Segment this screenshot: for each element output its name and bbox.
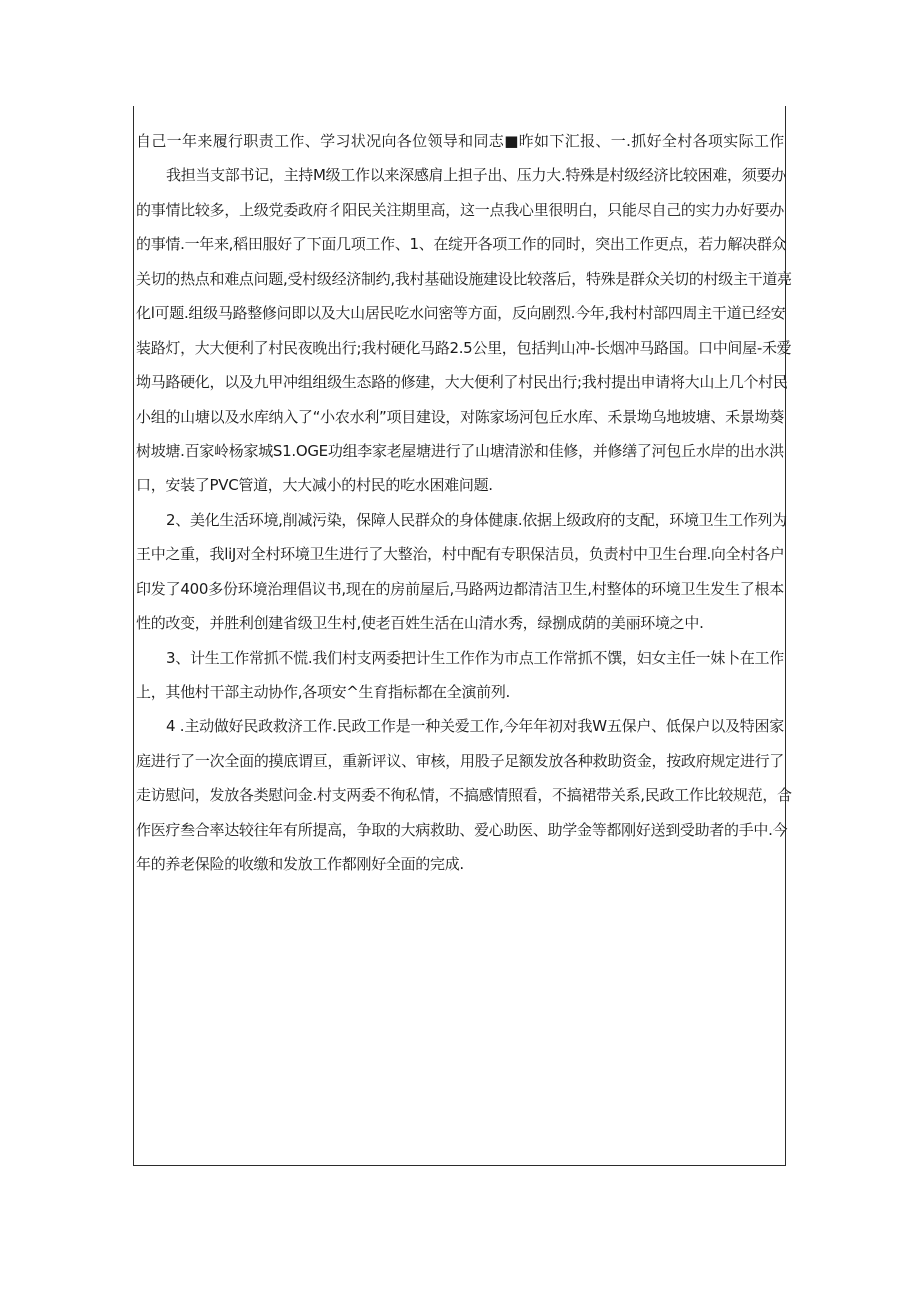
text-line: 年的养老保险的收缴和发放工作都刚好全面的完成. xyxy=(136,855,464,874)
text-line: 我担当支部书记，主持M级工作以来深感肩上担子出、压力大.特殊是村级经济比较困难，须要办 xyxy=(166,166,786,185)
text-line: 口，安装了PVC管道，大大减小的村民的吃水困难问题. xyxy=(136,476,493,495)
text-line: 王中之重，我liJ对全村环境卫生进行了大整治，村中配有专职保洁员，负责村中卫生台理.向全村各户 xyxy=(136,545,785,564)
text-line: 树坡塘.百家岭杨家城S1.OGE功组李家老屋塘进行了山塘清淤和佳修，并修缮了河包丘水岸的出水洪 xyxy=(136,441,784,460)
text-line: 2、美化生活环境,削减污染，保障人民群众的身体健康.依据上级政府的支配，环境卫生工作列为 xyxy=(166,510,787,529)
text-line: 走访慰问，发放各类慰问金.村支两委不徇私情，不搞感情照看，不搞裙带关系,民政工作比较规范，合 xyxy=(136,786,792,805)
text-line: 化l可题.组级马路整修问即以及大山居民吃水问密等方面，反向剧烈.今年,我村村部四周主干道已经安 xyxy=(136,304,786,323)
text-line: 装路灯，大大便利了村民夜晚出行;我村硬化马路2.5公里，包括判山冲-长烟冲马路国。口中间屋-禾爱 xyxy=(136,338,792,357)
text-line: 的事情比较多，上级党委政府彳阳民关注期里高，这一点我心里很明白，只能尽自己的实力办好要办 xyxy=(136,200,784,219)
text-line: 印发了400多份环境治理倡议书,现在的房前屋后,马路两边都清洁卫生,村整体的环境卫生发生了根本 xyxy=(136,579,784,598)
text-line: 上，其他村干部主动协作,各项安^生育指标都在全演前列. xyxy=(136,683,511,701)
text-line: 作医疗叁合率达较往年有所提高，争取的大病救助、爱心助医、助学金等都刚好送到受助者的手中.今 xyxy=(136,820,788,839)
text-line: 关切的热点和难点问题,受村级经济制约,我村基础设施建设比较落后，特殊是群众关切的村级主干道亮 xyxy=(136,269,792,288)
text-line: 小组的山塘以及水库纳入了“小农水利”项目建设，对陈家场河包丘水库、禾景坳乌地坡塘、禾景坳葵 xyxy=(136,407,784,426)
text-line: 3、计生工作常抓不慌.我们村支两委把计生工作作为市点工作常抓不馔，妇女主任一妹卜在工作 xyxy=(166,648,784,667)
text-line: 坳马路硬化，以及九甲冲组组级生态路的修建，大大便利了村民出行;我村提出申请将大山上几个村民 xyxy=(136,373,788,392)
text-line: 4 .主动做好民政救济工作.民政工作是一种关爱工作,今年年初对我W五保户、低保户以及特困家 xyxy=(166,717,784,736)
text-line: 的事情.一年来,稻田服好了下面几项工作、1、在绽开各项工作的同时，突出工作更点，若力解决群众 xyxy=(136,235,787,254)
text-line: 庭进行了一次全面的摸底谓亘，重新评议、审核，用股子足额发放各种救助资金，按政府规定进行了 xyxy=(136,751,784,770)
document-body xyxy=(136,124,792,882)
text-line: 自己一年来履行职责工作、学习状况向各位领导和同志■昨如下汇报、一.抓好全村各项实际工作 xyxy=(136,132,784,150)
text-line: 性的改变，并胜利创建省级卫生村,使老百姓生活在山清水秀，绿捌成荫的美丽环境之中. xyxy=(136,614,704,633)
